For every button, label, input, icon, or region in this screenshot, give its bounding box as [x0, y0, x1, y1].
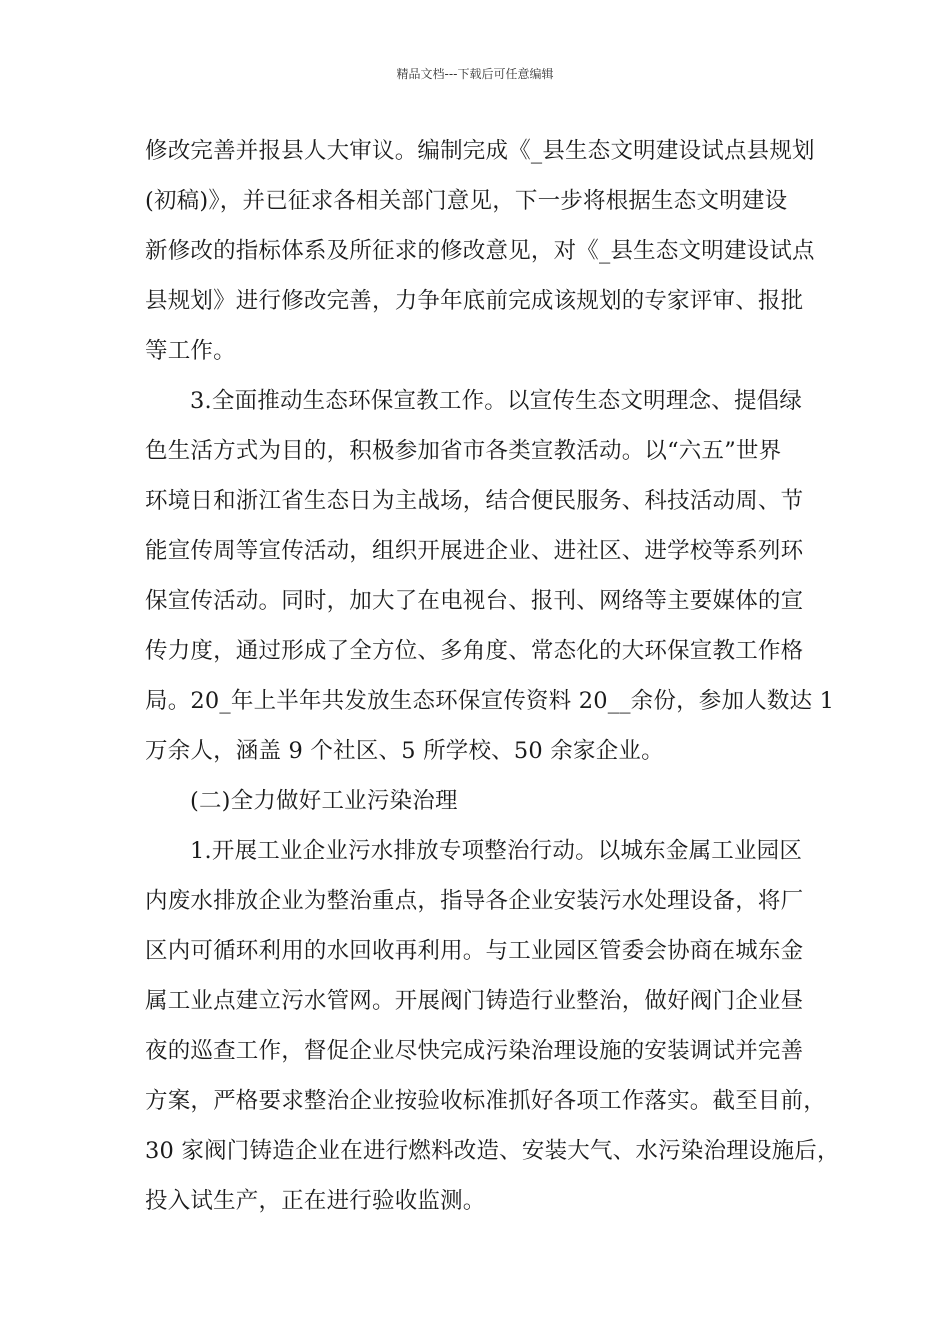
text-line: 保宣传活动。同时，加大了在电视台、报刊、网络等主要媒体的宣 [145, 588, 804, 614]
paragraph-start-line: 3.全面推动生态环保宣教工作。以宣传生态文明理念、提倡绿 [190, 388, 803, 414]
page-header: 精品文档---下载后可任意编辑 [396, 67, 554, 81]
document-body [145, 126, 840, 1226]
text-line: 方案，严格要求整治企业按验收标准抓好各项工作落实。截至目前， [145, 1088, 827, 1114]
text-line: 修改完善并报县人大审议。编制完成《_县生态文明建设试点县规划 [145, 138, 815, 164]
text-line: 色生活方式为目的，积极参加省市各类宣教活动。以“六五”世界 [145, 438, 782, 464]
text-line: 局。20_年上半年共发放生态环保宣传资料 20__余份，参加人数达 1 [145, 688, 835, 714]
text-line: 能宣传周等宣传活动，组织开展进企业、进社区、进学校等系列环 [145, 538, 804, 564]
text-line: 30 家阀门铸造企业在进行燃料改造、安装大气、水污染治理设施后， [145, 1138, 840, 1164]
text-line: 内废水排放企业为整治重点，指导各企业安装污水处理设备，将厂 [145, 888, 804, 914]
paragraph-start-line: 1.开展工业企业污水排放专项整治行动。以城东金属工业园区 [190, 838, 803, 864]
text-line: 属工业点建立污水管网。开展阀门铸造行业整治，做好阀门企业昼 [145, 988, 804, 1014]
text-line: 新修改的指标体系及所征求的修改意见，对《_县生态文明建设试点 [145, 238, 815, 264]
text-line: 传力度，通过形成了全方位、多角度、常态化的大环保宣教工作格 [145, 638, 804, 664]
text-line: 环境日和浙江省生态日为主战场，结合便民服务、科技活动周、节 [145, 488, 804, 514]
text-line: 投入试生产，正在进行验收监测。 [145, 1188, 486, 1214]
text-line: 夜的巡查工作，督促企业尽快完成污染治理设施的安装调试并完善 [145, 1038, 804, 1064]
text-line: 区内可循环利用的水回收再利用。与工业园区管委会协商在城东金 [145, 938, 804, 964]
section-heading: (二)全力做好工业污染治理 [190, 788, 458, 814]
text-line: 县规划》进行修改完善，力争年底前完成该规划的专家评审、报批 [145, 288, 804, 314]
text-line: (初稿)》，并已征求各相关部门意见，下一步将根据生态文明建设 [145, 188, 788, 214]
text-line: 等工作。 [145, 338, 236, 364]
text-line: 万余人，涵盖 9 个社区、5 所学校、50 余家企业。 [145, 738, 664, 764]
